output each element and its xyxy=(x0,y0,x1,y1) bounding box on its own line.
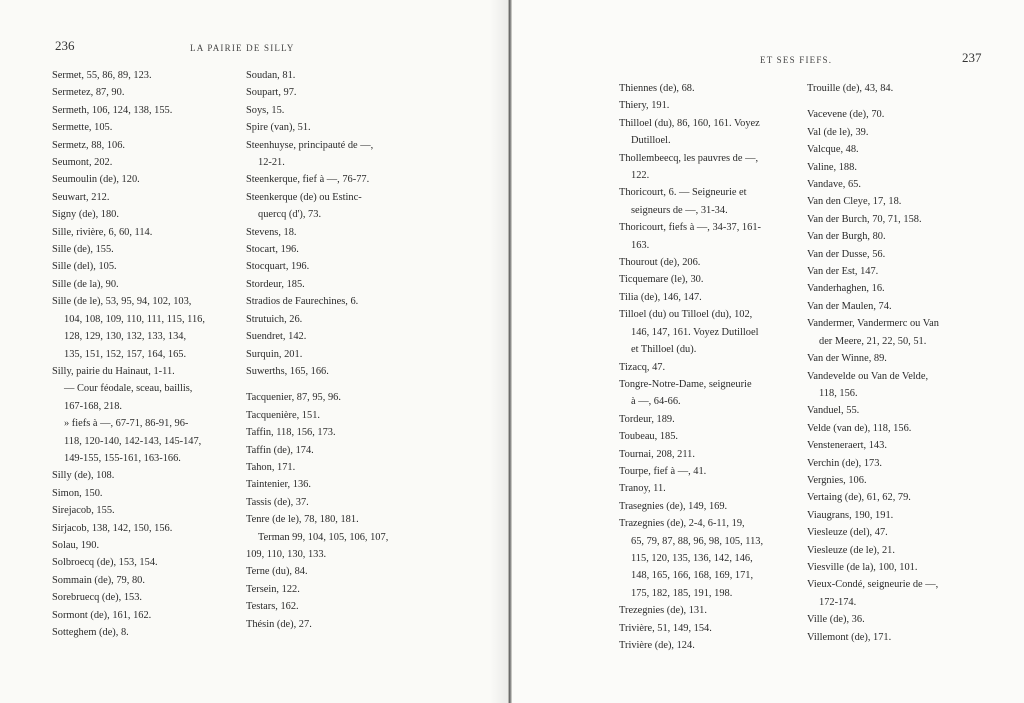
index-entry: Silly (de), 108. xyxy=(52,470,115,482)
index-entry: 118, 120-140, 142-143, 145-147, xyxy=(64,435,202,447)
index-entry: Vertaing (de), 61, 62, 79. xyxy=(807,492,911,504)
index-entry: Simon, 150. xyxy=(52,487,103,499)
index-column-left xyxy=(619,80,763,654)
index-entry: Strutuich, 26. xyxy=(246,313,303,325)
index-entry: Seumoulin (de), 120. xyxy=(52,174,140,186)
index-entry: 65, 79, 87, 88, 96, 98, 105, 113, xyxy=(631,535,764,547)
index-entry: Solau, 190. xyxy=(52,539,100,551)
index-entry: 148, 165, 166, 168, 169, 171, xyxy=(631,570,754,582)
index-entry: Tilia (de), 146, 147. xyxy=(619,291,702,303)
index-entry: Thoricourt, fiefs à —, 34-37, 161- xyxy=(619,222,761,234)
index-entry: Surquin, 201. xyxy=(246,348,303,360)
index-entry: Thourout (de), 206. xyxy=(619,257,701,269)
index-entry: à —, 64-66. xyxy=(631,396,681,408)
index-entry: Trouille (de), 43, 84. xyxy=(807,83,894,94)
index-entry: Van den Cleye, 17, 18. xyxy=(807,196,902,208)
index-entry: Tacquenière, 151. xyxy=(246,409,320,421)
index-entry: Spire (van), 51. xyxy=(246,122,311,134)
left-page xyxy=(0,0,510,703)
index-entry: Tenre (de le), 78, 180, 181. xyxy=(246,514,359,526)
index-entry: Suendret, 142. xyxy=(246,331,307,343)
index-entry: Vandermer, Vandermerc ou Van xyxy=(807,318,939,330)
index-entry: Valcque, 48. xyxy=(807,144,859,156)
index-entry: Stevens, 18. xyxy=(246,226,297,238)
index-entry: Sille, rivière, 6, 60, 114. xyxy=(52,226,153,238)
index-entry: 163. xyxy=(631,239,650,251)
index-entry: Van der Winne, 89. xyxy=(807,353,887,365)
index-entry: Tournai, 208, 211. xyxy=(619,448,695,460)
index-entry: Vandevelde ou Van de Velde, xyxy=(807,370,929,382)
index-entry: Terman 99, 104, 105, 106, 107, xyxy=(258,531,389,543)
index-entry: Stocart, 196. xyxy=(246,244,299,256)
index-entry: Ticquemare (le), 30. xyxy=(619,274,704,286)
index-entry: Thilloel (du), 86, 160, 161. Voyez xyxy=(619,117,760,129)
index-entry: Val (de le), 39. xyxy=(807,126,869,138)
index-column-right xyxy=(246,67,388,633)
index-entry: Tongre-Notre-Dame, seigneurie xyxy=(619,378,752,390)
index-entry: Viesville (de la), 100, 101. xyxy=(807,561,918,573)
index-entry: et Thilloel (du). xyxy=(631,344,697,356)
index-entry: 167-168, 218. xyxy=(64,400,123,412)
index-entry: 118, 156. xyxy=(819,387,858,399)
index-entry: Taffin (de), 174. xyxy=(246,444,314,456)
index-entry: Steenkerque, fief à —, 76-77. xyxy=(246,174,370,186)
index-entry: Soupart, 97. xyxy=(246,87,297,99)
index-entry: Vanduel, 55. xyxy=(807,405,860,417)
index-entry: quercq (d'), 73. xyxy=(258,209,322,221)
index-entry: Solbroecq (de), 153, 154. xyxy=(52,557,158,569)
page-number: 236 xyxy=(55,38,75,53)
index-entry: Sotteghem (de), 8. xyxy=(52,627,129,638)
index-entry: 146, 147, 161. Voyez Dutilloel xyxy=(631,326,759,338)
index-entry: Trazegnies (de), 2-4, 6-11, 19, xyxy=(619,518,745,530)
index-entry: Seumont, 202. xyxy=(52,157,113,169)
index-entry: Thollembeecq, les pauvres de —, xyxy=(619,152,759,164)
right-page xyxy=(512,0,1024,703)
index-entry: Tourpe, fief à —, 41. xyxy=(619,465,707,477)
index-entry: Trivière, 51, 149, 154. xyxy=(619,622,712,634)
index-entry: 115, 120, 135, 136, 142, 146, xyxy=(631,552,753,564)
index-entry: Steenkerque (de) ou Estinc- xyxy=(246,191,362,203)
index-entry: Toubeau, 185. xyxy=(619,431,679,443)
index-entry: Seuwart, 212. xyxy=(52,191,110,203)
running-head: ET SES FIEFS. xyxy=(760,55,833,65)
index-entry: Sermeth, 106, 124, 138, 155. xyxy=(52,104,173,116)
index-entry: Stradios de Faurechines, 6. xyxy=(246,296,359,308)
index-entry: Tilloel (du) ou Tilloel (du), 102, xyxy=(619,309,753,321)
index-entry: Verchin (de), 173. xyxy=(807,457,883,469)
index-entry: Tacquenier, 87, 95, 96. xyxy=(246,392,341,404)
index-entry: Taintenier, 136. xyxy=(246,479,311,491)
index-entry: Sermette, 105. xyxy=(52,122,113,134)
index-entry: Van der Dusse, 56. xyxy=(807,248,886,260)
gutter-shadow xyxy=(490,0,508,703)
index-entry: Soudan, 81. xyxy=(246,70,296,81)
index-entry: Tassis (de), 37. xyxy=(246,496,309,508)
index-entry: Suwerths, 165, 166. xyxy=(246,365,329,377)
running-head: LA PAIRIE DE SILLY xyxy=(190,43,295,53)
index-entry: 135, 151, 152, 157, 164, 165. xyxy=(64,348,187,360)
index-entry: 122. xyxy=(631,170,650,182)
index-entry: Sille (de le), 53, 95, 94, 102, 103, xyxy=(52,296,192,308)
index-entry: Sommain (de), 79, 80. xyxy=(52,574,145,586)
index-entry: Van der Maulen, 74. xyxy=(807,300,892,312)
index-entry: Viaugrans, 190, 191. xyxy=(807,509,894,521)
index-entry: 128, 129, 130, 132, 133, 134, xyxy=(64,331,187,343)
index-entry: Vacevene (de), 70. xyxy=(807,109,885,121)
index-entry: Tizacq, 47. xyxy=(619,361,666,373)
index-entry: Vandave, 65. xyxy=(807,179,861,191)
index-entry: 104, 108, 109, 110, 111, 115, 116, xyxy=(64,313,205,325)
index-entry: Van der Burgh, 80. xyxy=(807,231,886,243)
index-entry: Vergnies, 106. xyxy=(807,474,867,486)
index-entry: Tordeur, 189. xyxy=(619,413,675,425)
index-entry: Van der Est, 147. xyxy=(807,266,879,278)
index-entry: Soys, 15. xyxy=(246,104,285,116)
index-entry: Thoricourt, 6. — Seigneurie et xyxy=(619,187,747,199)
index-entry: — Cour féodale, sceau, baillis, xyxy=(64,383,193,395)
index-entry: Tersein, 122. xyxy=(246,583,300,595)
index-entry: Sille (del), 105. xyxy=(52,261,117,273)
index-entry: Vanderhaghen, 16. xyxy=(807,283,885,295)
index-entry: Viesleuze (del), 47. xyxy=(807,527,888,539)
index-entry: 172-174. xyxy=(819,596,857,608)
index-entry: Van der Burch, 70, 71, 158. xyxy=(807,213,922,225)
index-entry: Sermet, 55, 86, 89, 123. xyxy=(52,70,152,81)
index-entry: Vieux-Condé, seigneurie de —, xyxy=(807,579,939,591)
index-entry: Sirjacob, 138, 142, 150, 156. xyxy=(52,522,173,534)
index-entry: Steenhuyse, principauté de —, xyxy=(246,139,374,151)
index-entry: Tahon, 171. xyxy=(246,461,296,473)
index-entry: 175, 182, 185, 191, 198. xyxy=(631,587,733,599)
index-column-left xyxy=(52,67,205,641)
index-entry: Stocquart, 196. xyxy=(246,261,310,273)
index-entry: Stordeur, 185. xyxy=(246,278,305,290)
index-entry: Ville (de), 36. xyxy=(807,614,865,626)
index-entry: Trivière (de), 124. xyxy=(619,640,695,651)
index-entry: seigneurs de —, 31-34. xyxy=(631,204,728,216)
index-entry: Testars, 162. xyxy=(246,601,299,613)
index-entry: Villemont (de), 171. xyxy=(807,631,892,643)
index-entry: Vensteneraert, 143. xyxy=(807,440,887,452)
page-number: 237 xyxy=(962,50,982,65)
index-entry: Thiery, 191. xyxy=(619,100,670,112)
index-entry: Sermetez, 87, 90. xyxy=(52,87,125,99)
index-entry: Taffin, 118, 156, 173. xyxy=(246,427,336,439)
index-entry: Sermetz, 88, 106. xyxy=(52,139,126,151)
index-entry: 12-21. xyxy=(258,157,285,169)
index-entry: Thésin (de), 27. xyxy=(246,618,312,630)
index-entry: Valine, 188. xyxy=(807,161,857,173)
index-entry: Velde (van de), 118, 156. xyxy=(807,422,912,434)
index-entry: Sorebruecq (de), 153. xyxy=(52,592,143,604)
index-entry: » fiefs à —, 67-71, 86-91, 96- xyxy=(64,418,189,430)
index-entry: der Meere, 21, 22, 50, 51. xyxy=(819,335,927,347)
index-entry: Sormont (de), 161, 162. xyxy=(52,609,152,621)
index-entry: Viesleuze (de le), 21. xyxy=(807,544,895,556)
index-entry: Sille (de la), 90. xyxy=(52,278,119,290)
index-entry: Signy (de), 180. xyxy=(52,209,119,221)
index-entry: Tranoy, 11. xyxy=(619,483,666,495)
index-entry: Trezegnies (de), 131. xyxy=(619,605,707,617)
index-entry: Sille (de), 155. xyxy=(52,244,114,256)
index-entry: Dutilloel. xyxy=(631,135,671,147)
index-entry: Thiennes (de), 68. xyxy=(619,83,695,94)
index-column-right xyxy=(807,80,939,646)
index-entry: 109, 110, 130, 133. xyxy=(246,548,327,560)
index-entry: 149-155, 155-161, 163-166. xyxy=(64,452,181,464)
index-entry: Trasegnies (de), 149, 169. xyxy=(619,500,728,512)
index-entry: Sirejacob, 155. xyxy=(52,505,115,517)
index-entry: Silly, pairie du Hainaut, 1-11. xyxy=(52,365,175,377)
index-entry: Terne (du), 84. xyxy=(246,566,308,578)
